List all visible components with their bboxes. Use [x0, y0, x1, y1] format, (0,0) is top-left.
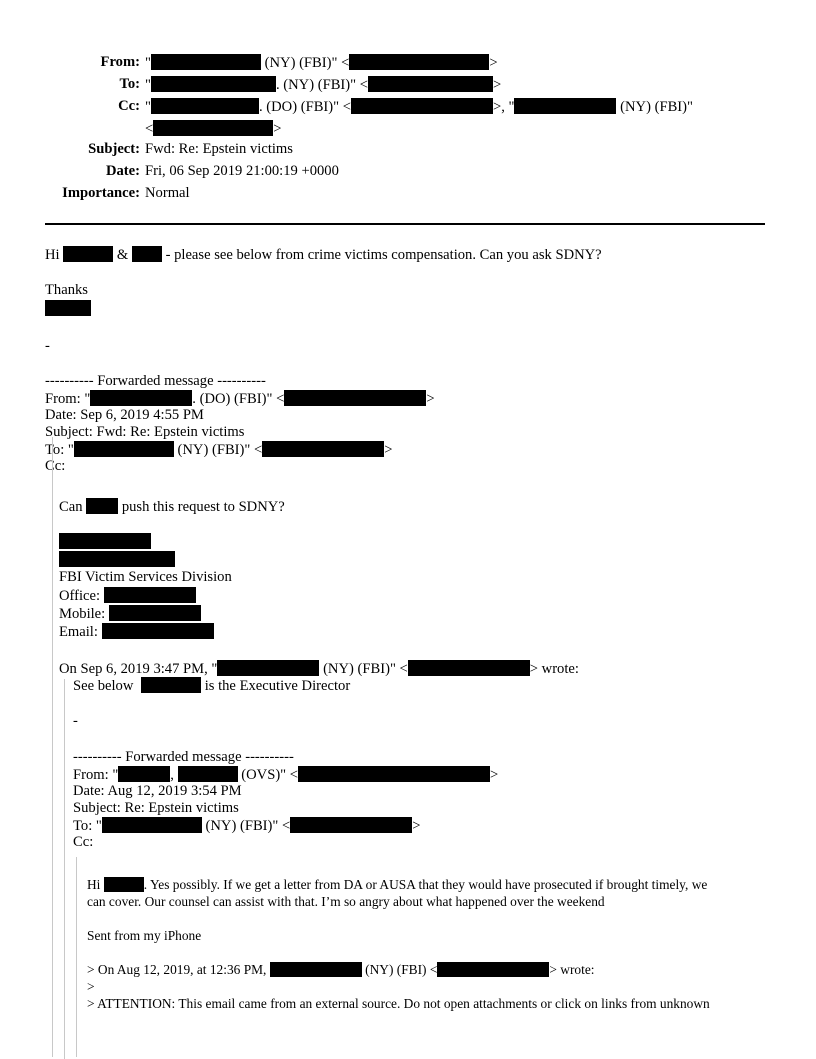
- redaction-block: [270, 962, 362, 977]
- q2-from: [73, 766, 498, 784]
- cc-row-2: [0, 120, 816, 141]
- q2-forward-separator: ---------- Forwarded message ----------: [73, 749, 294, 765]
- q2-from-org: (OVS)" <: [241, 767, 299, 783]
- greeting-amp: &: [116, 247, 129, 263]
- q3-gt: >: [87, 979, 95, 994]
- greeting-text: - please see below from crime victims compensation. Can you ask SDNY?: [165, 247, 602, 263]
- q2-to-org: (NY) (FBI)" <: [205, 818, 291, 834]
- cc-mid: >, ": [492, 99, 515, 115]
- fwd1-subject: Subject: Fwd: Re: Epstein victims: [45, 424, 245, 440]
- to-label: To:: [119, 76, 140, 92]
- q2-to-end: >: [412, 818, 421, 834]
- redaction-block: [63, 246, 113, 262]
- q3-on-mid: (NY) (FBI) <: [365, 962, 438, 977]
- forward-separator: ---------- Forwarded message ----------: [45, 373, 266, 389]
- q2-see-below: [73, 677, 350, 695]
- q1-can: Can: [59, 499, 83, 515]
- redaction-block: [86, 498, 118, 514]
- redaction-block: [217, 660, 319, 676]
- redaction-block: [514, 98, 616, 114]
- redaction-block: [109, 605, 201, 621]
- redaction-block: [102, 623, 214, 639]
- header-divider: [45, 223, 765, 225]
- redaction-block: [151, 54, 261, 70]
- redaction-block: [408, 660, 530, 676]
- importance-row: [0, 185, 816, 207]
- q2-cc: Cc:: [73, 834, 94, 850]
- subject-value: Fwd: Re: Epstein victims: [145, 141, 293, 157]
- q2-comma: ,: [170, 767, 174, 783]
- fwd1-date: Date: Sep 6, 2019 4:55 PM: [45, 407, 204, 423]
- redaction-block: [151, 76, 276, 92]
- fwd1-from: [45, 390, 435, 408]
- cc-org1: . (DO) (FBI)" <: [258, 99, 351, 115]
- q1-on-end: > wrote:: [529, 661, 579, 677]
- q3-attention: > ATTENTION: This email came from an external source. Do not open attachments or click on links from unknown: [87, 996, 710, 1011]
- redaction-block: [298, 766, 490, 782]
- q1-on-pre: On Sep 6, 2019 3:47 PM, ": [59, 661, 218, 677]
- to-row: [0, 76, 816, 98]
- q1-on-mid: (NY) (FBI)" <: [323, 661, 408, 677]
- cc-lt: <: [145, 121, 154, 137]
- q1-email: [59, 623, 214, 641]
- redaction-block: [368, 76, 493, 92]
- q2-from-label: From: ": [73, 767, 119, 783]
- q1-mobile-label: Mobile:: [59, 606, 106, 622]
- redaction-block: [290, 817, 412, 833]
- cc-end: >: [273, 121, 282, 137]
- from-row: [0, 54, 816, 76]
- q3-on-end: > wrote:: [549, 962, 595, 977]
- date-row: [0, 163, 816, 185]
- greeting-hi: Hi: [45, 247, 60, 263]
- q2-date: Date: Aug 12, 2019 3:54 PM: [73, 783, 242, 799]
- redaction-block: [59, 533, 151, 549]
- q1-office-label: Office:: [59, 588, 101, 604]
- q2-from-end: >: [490, 767, 499, 783]
- dash-line: -: [45, 338, 50, 354]
- subject-label: Subject:: [88, 141, 140, 157]
- q1-can-line: [59, 498, 285, 516]
- redaction-block: [349, 54, 489, 70]
- date-value: Fri, 06 Sep 2019 21:00:19 +0000: [145, 163, 339, 179]
- redaction-block: [104, 587, 196, 603]
- fwd1-to-end: >: [384, 442, 393, 458]
- to-quote: ": [145, 77, 151, 93]
- q1-push: push this request to SDNY?: [121, 499, 285, 515]
- fwd1-from-org: . (DO) (FBI)" <: [192, 391, 285, 407]
- fwd1-from-end: >: [426, 391, 435, 407]
- q2-see-below-text: See below: [73, 678, 134, 694]
- q3-on-pre: > On Aug 12, 2019, at 12:36 PM,: [87, 962, 267, 977]
- importance-label: Importance:: [62, 185, 140, 201]
- q1-mobile: [59, 605, 201, 623]
- fwd1-cc: Cc:: [45, 458, 66, 474]
- signature-redaction: [45, 300, 91, 316]
- q1-email-label: Email:: [59, 624, 98, 640]
- redaction-block: [104, 877, 144, 892]
- redaction-block: [118, 766, 170, 782]
- redaction-block: [351, 98, 493, 114]
- redaction-block: [153, 120, 273, 136]
- date-label: Date:: [105, 163, 140, 179]
- q1-division: FBI Victim Services Division: [59, 569, 232, 585]
- redaction-block: [90, 390, 192, 406]
- q3-sent: Sent from my iPhone: [87, 928, 202, 943]
- redaction-block: [178, 766, 238, 782]
- q3-text2: can cover. Our counsel can assist with that. I’m so angry about what happened over the weekend: [87, 894, 605, 909]
- q1-on-wrote: [59, 660, 579, 678]
- cc-quote: ": [145, 99, 151, 115]
- q2-dash: -: [73, 713, 78, 729]
- cc-org2: (NY) (FBI)": [620, 99, 693, 115]
- cc-label: Cc:: [118, 98, 140, 114]
- q3-on-wrote: [87, 961, 595, 978]
- q3-text1: . Yes possibly. If we get a letter from DA or AUSA that they would have prosecuted if brought timely, we: [143, 877, 708, 892]
- redaction-block: [141, 677, 201, 693]
- q3-hi: Hi: [87, 877, 101, 892]
- redaction-block: [437, 962, 549, 977]
- q2-subject: Subject: Re: Epstein victims: [73, 800, 239, 816]
- subject-row: [0, 141, 816, 163]
- fwd1-to-org: (NY) (FBI)" <: [177, 442, 263, 458]
- to-end: >: [492, 77, 502, 93]
- q3-line1: [87, 876, 707, 893]
- from-quote: ": [145, 55, 151, 71]
- fwd1-to-label: To: ": [45, 442, 74, 458]
- fwd1-from-label: From: ": [45, 391, 91, 407]
- redaction-block: [102, 817, 202, 833]
- redaction-block: [59, 551, 175, 567]
- to-org: . (NY) (FBI)" <: [275, 77, 368, 93]
- from-end: >: [489, 55, 498, 71]
- q2-exec-text: is the Executive Director: [204, 678, 351, 694]
- thanks-text: Thanks: [45, 282, 88, 298]
- greeting-line: [45, 246, 602, 264]
- redaction-block: [284, 390, 426, 406]
- q1-office: [59, 587, 196, 605]
- from-label: From:: [100, 54, 140, 70]
- redaction-block: [151, 98, 259, 114]
- q2-to-label: To: ": [73, 818, 102, 834]
- email-header: [0, 54, 816, 207]
- from-org: (NY) (FBI)" <: [264, 55, 350, 71]
- importance-value: Normal: [145, 185, 190, 201]
- redaction-block: [132, 246, 162, 262]
- cc-row: [0, 98, 816, 120]
- q2-to: [73, 817, 420, 835]
